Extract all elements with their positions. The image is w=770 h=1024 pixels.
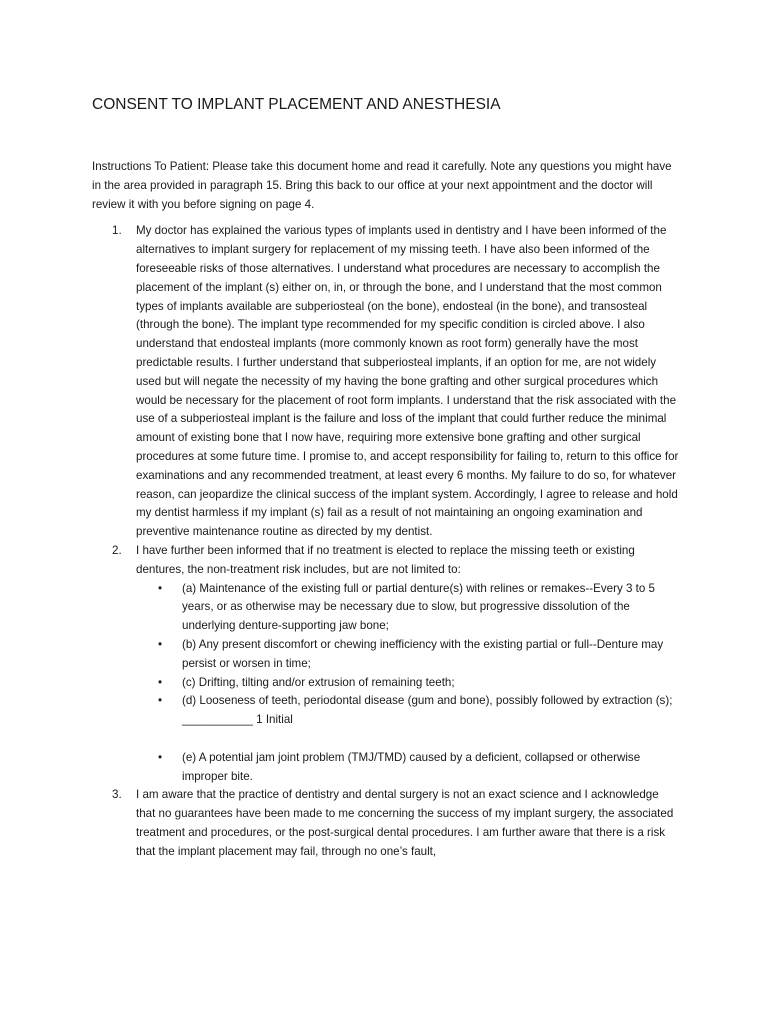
bullet-icon: • (158, 675, 163, 689)
risk-bullet-list (136, 580, 681, 787)
patient-instructions: Instructions To Patient: Please take this document home and read it carefully. Note any questions you might have in the area provided in paragraph 15. Bring this back to our office at your next appointment and the doctor will review it with you before signing on page 4. (92, 160, 672, 211)
bullet-icon: • (158, 750, 163, 764)
consent-list (92, 222, 690, 861)
consent-item-3 (92, 786, 681, 861)
bullet-text: (e) A potential jam joint problem (TMJ/TMD) caused by a deficient, collapsed or otherwise improper bite. (182, 750, 641, 783)
document-title: CONSENT TO IMPLANT PLACEMENT AND ANESTHESIA (92, 96, 501, 113)
bullet-icon: • (158, 581, 163, 595)
list-item (136, 636, 682, 674)
consent-item-1 (92, 222, 681, 542)
bullet-text: (c) Drifting, tilting and/or extrusion of remaining teeth; (182, 675, 455, 689)
item-text: I have further been informed that if no treatment is elected to replace the missing teeth or existing dentures, the non-treatment risk includes, but are not limited to: (136, 543, 635, 576)
list-item (136, 692, 682, 730)
item-number: 2. (112, 543, 122, 557)
bullet-icon: • (158, 637, 163, 651)
consent-item-2 (92, 542, 681, 786)
item-text: My doctor has explained the various types of implants used in dentistry and I have been informed of the alternatives to implant surgery for replacement of my missing teeth. I have also been informed of the foreseeable risks of those alternatives. I understand what procedures are necessary to accomplish the placement of the implant (s) either on, in, or through the bone, and I understand that the most common types of implants available are subperiosteal (on the bone), endosteal (in the bone), and transosteal (through the bone). The implant type recommended for my specific condition is circled above. I also understand that endosteal implants (more commonly known as root form) generally have the most predictable results. I further understand that subperiosteal implants, if an option for me, are not widely used but will negate the necessity of my having the bone grafting and other surgical procedures which would be necessary for the placement of root form implants. I understand that the risk associated with the use of a subperiosteal implant is the failure and loss of the implant that could further reduce the minimal amount of existing bone that I now have, requiring more extensive bone grafting and other surgical procedures at some future time. I promise to, and accept responsibility for failing to, return to this office for examinations and any recommended treatment, at least every 6 months. My failure to do so, for whatever reason, can jeopardize the clinical success of the implant system. Accordingly, I agree to release and hold my dentist harmless if my implant (s) fail as a result of not maintaining an ongoing examination and preventive maintenance routine as directed by my dentist. (136, 224, 679, 539)
initial-line: ___________ 1 Initial (182, 713, 293, 727)
bullet-icon: • (158, 694, 163, 708)
item-number: 3. (112, 788, 122, 802)
list-item (136, 580, 682, 636)
bullet-text: (d) Looseness of teeth, periodontal disease (gum and bone), possibly followed by extraction (s); (182, 694, 673, 708)
list-item (136, 674, 682, 693)
list-item (136, 749, 682, 787)
item-number: 1. (112, 224, 122, 238)
bullet-text: (a) Maintenance of the existing full or partial denture(s) with relines or remakes--Every 3 to 5 years, or as otherwise may be necessary due to slow, but progressive dissolution of the underlying denture-supporting jaw bone; (182, 581, 655, 633)
item-text: I am aware that the practice of dentistry and dental surgery is not an exact science and I acknowledge that no guarantees have been made to me concerning the success of my implant surgery, the associated treatment and procedures, or the post-surgical dental procedures. I am further aware that there is a risk that the implant placement may fail, through no one’s fault, (136, 788, 674, 858)
bullet-text: (b) Any present discomfort or chewing inefficiency with the existing partial or full--Denture may persist or worsen in time; (182, 637, 664, 670)
